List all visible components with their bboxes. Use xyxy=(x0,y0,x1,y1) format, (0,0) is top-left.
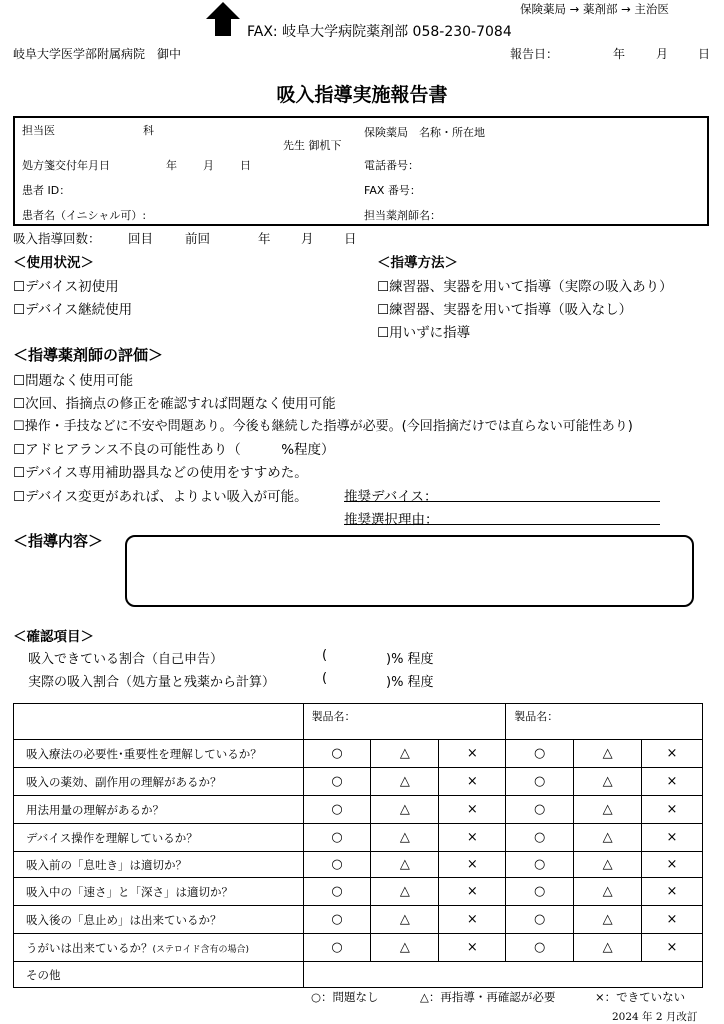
actual-label: 実際の吸入割合（処方量と残薬から計算） xyxy=(28,675,276,690)
rating-re[interactable]: △ xyxy=(574,934,642,962)
recommended-reason-label: 推奨選択理由： xyxy=(344,512,439,528)
dept-label: 科 xyxy=(143,124,154,137)
patient-id-label[interactable]: 患者 ID： xyxy=(22,184,71,197)
count-day: 日 xyxy=(344,231,357,246)
count-label[interactable]: 吸入指導回数： xyxy=(13,231,101,246)
other-field[interactable] xyxy=(303,962,702,988)
rating-ng[interactable]: × xyxy=(439,768,506,796)
route-text: 保険薬局 → 薬剤部 → 主治医 xyxy=(520,2,669,16)
rating-ng[interactable]: × xyxy=(439,824,506,852)
rating-ok[interactable]: ○ xyxy=(506,906,574,934)
rx-date-day: 日 xyxy=(240,159,251,172)
count-times: 回目 xyxy=(128,231,154,246)
rating-ok[interactable]: ○ xyxy=(303,824,371,852)
evaluation-item[interactable]: ☐問題なく使用可能 xyxy=(13,373,134,389)
usage-heading: ＜使用状況＞ xyxy=(13,255,94,271)
rating-ng[interactable]: × xyxy=(642,824,703,852)
rating-ok[interactable]: ○ xyxy=(303,934,371,962)
table-row xyxy=(14,962,703,988)
question: 吸入前の「息吐き」は適切か？ xyxy=(14,852,304,878)
report-date-day: 日 xyxy=(698,47,711,61)
method-item-no-inhale[interactable]: ☐練習器、実器を用いて指導（吸入なし） xyxy=(377,302,633,318)
rating-re[interactable]: △ xyxy=(371,768,439,796)
rating-ok[interactable]: ○ xyxy=(506,878,574,906)
rating-ok[interactable]: ○ xyxy=(303,852,371,878)
rating-re[interactable]: △ xyxy=(574,878,642,906)
rating-ng[interactable]: × xyxy=(642,740,703,768)
question-gargle xyxy=(14,934,304,962)
evaluation-item[interactable]: ☐アドヒアランス不良の可能性あり（ %程度） xyxy=(13,442,335,458)
rating-re[interactable]: △ xyxy=(574,796,642,824)
table-row xyxy=(14,768,703,796)
gargle-note: (ステロイド含有の場合) xyxy=(152,944,250,955)
rating-re[interactable]: △ xyxy=(574,768,642,796)
method-item-with-inhale[interactable]: ☐練習器、実器を用いて指導（実際の吸入あり） xyxy=(377,279,673,295)
rating-ok[interactable]: ○ xyxy=(506,768,574,796)
rating-re[interactable]: △ xyxy=(371,796,439,824)
table-row xyxy=(14,824,703,852)
rating-ng[interactable]: × xyxy=(642,852,703,878)
evaluation-item[interactable]: ☐デバイス専用補助器具などの使用をすすめた。 xyxy=(13,465,308,481)
rating-ng[interactable]: × xyxy=(439,796,506,824)
legend-re: △：再指導・再確認が必要 xyxy=(420,990,556,1004)
rating-re[interactable]: △ xyxy=(574,824,642,852)
table-row xyxy=(14,740,703,768)
evaluation-item[interactable]: ☐次回、指摘点の修正を確認すれば問題なく使用可能 xyxy=(13,396,336,412)
revision-date: 2024 年 2 月改訂 xyxy=(612,1011,698,1023)
rating-re[interactable]: △ xyxy=(574,852,642,878)
rx-date-label[interactable]: 処方箋交付年月日 xyxy=(22,159,110,172)
rating-ng[interactable]: × xyxy=(439,934,506,962)
doctor-label[interactable]: 担当医 xyxy=(22,124,55,137)
pharmacist-label[interactable]: 担当薬剤師名： xyxy=(364,209,441,222)
question: うがいは出来ているか？ xyxy=(26,940,153,955)
rating-ok[interactable]: ○ xyxy=(506,740,574,768)
report-date-month: 月 xyxy=(656,47,669,61)
method-heading: ＜指導方法＞ xyxy=(377,255,458,271)
rating-ok[interactable]: ○ xyxy=(506,934,574,962)
rx-date-month: 月 xyxy=(203,159,214,172)
rating-ok[interactable]: ○ xyxy=(303,796,371,824)
actual-open: ( xyxy=(322,671,328,686)
table-row xyxy=(14,906,703,934)
check-table xyxy=(13,703,703,988)
rating-re[interactable]: △ xyxy=(574,740,642,768)
legend-ng: ×：できていない xyxy=(595,990,686,1004)
recommended-device-line[interactable] xyxy=(344,501,660,502)
count-month: 月 xyxy=(301,231,314,246)
question: デバイス操作を理解しているか？ xyxy=(14,824,304,852)
rating-re[interactable]: △ xyxy=(574,906,642,934)
table-row xyxy=(14,878,703,906)
guidance-textbox[interactable] xyxy=(125,535,694,607)
rating-ng[interactable]: × xyxy=(642,796,703,824)
page-title: 吸入指導実施報告書 xyxy=(276,84,448,106)
evaluation-heading: ＜指導薬剤師の評価＞ xyxy=(13,346,164,364)
self-report-open: ( xyxy=(322,648,328,663)
other-label: その他 xyxy=(14,962,304,988)
rating-ok[interactable]: ○ xyxy=(506,824,574,852)
patient-name-label[interactable]: 患者名（イニシャル可）: xyxy=(22,209,147,222)
rating-ng[interactable]: × xyxy=(642,906,703,934)
pharmacy-label[interactable]: 保険薬局 名称・所在地 xyxy=(364,126,485,139)
rating-ng[interactable]: × xyxy=(439,852,506,878)
phone-label[interactable]: 電話番号： xyxy=(364,159,419,172)
upload-arrow-icon xyxy=(206,2,240,36)
recommended-device-label: 推奨デバイス： xyxy=(344,489,438,505)
confirm-heading: ＜確認項目＞ xyxy=(13,629,94,645)
recipient: 岐阜大学医学部附属病院 御中 xyxy=(13,47,182,61)
report-date-year: 年 xyxy=(613,47,626,61)
rating-ok[interactable]: ○ xyxy=(303,768,371,796)
rating-re[interactable]: △ xyxy=(371,906,439,934)
rating-re[interactable]: △ xyxy=(371,878,439,906)
rating-re[interactable]: △ xyxy=(371,740,439,768)
legend-ok: ○：問題なし xyxy=(311,990,379,1004)
rating-ng[interactable]: × xyxy=(439,740,506,768)
count-year: 年 xyxy=(258,231,271,246)
fax-label[interactable]: FAX 番号： xyxy=(364,184,421,197)
fax-number: FAX: 岐阜大学病院薬剤部 058-230-7084 xyxy=(247,24,512,40)
question: 吸入中の「速さ」と「深さ」は適切か？ xyxy=(14,878,304,906)
question: 吸入後の「息止め」は出来ているか？ xyxy=(14,906,304,934)
actual-close[interactable]: )% 程度 xyxy=(386,675,434,690)
rating-ok[interactable]: ○ xyxy=(506,852,574,878)
rating-ng[interactable]: × xyxy=(642,768,703,796)
self-report-label: 吸入できている割合（自己申告） xyxy=(28,652,224,667)
method-item-no-device[interactable]: ☐用いずに指導 xyxy=(377,325,471,341)
table-corner xyxy=(14,704,304,740)
guidance-heading: ＜指導内容＞ xyxy=(13,532,104,550)
usage-item-continue[interactable]: ☐デバイス継続使用 xyxy=(13,302,133,318)
rating-re[interactable]: △ xyxy=(371,824,439,852)
evaluation-item[interactable]: ☐操作・手技などに不安や問題あり。今後も継続した指導が必要。(今回指摘だけでは直らない可能性あり) xyxy=(13,419,633,434)
usage-item-first[interactable]: ☐デバイス初使用 xyxy=(13,279,119,295)
question: 用法用量の理解があるか？ xyxy=(14,796,304,824)
rating-ok[interactable]: ○ xyxy=(506,796,574,824)
rating-ok[interactable]: ○ xyxy=(303,906,371,934)
self-report-close[interactable]: )% 程度 xyxy=(386,652,434,667)
table-row xyxy=(14,796,703,824)
recommended-reason-line[interactable] xyxy=(344,524,660,525)
rating-ng[interactable]: × xyxy=(439,906,506,934)
rating-re[interactable]: △ xyxy=(371,852,439,878)
rating-ok[interactable]: ○ xyxy=(303,740,371,768)
evaluation-item[interactable]: ☐デバイス変更があれば、よりよい吸入が可能。 xyxy=(13,489,308,505)
rating-re[interactable]: △ xyxy=(371,934,439,962)
table-row xyxy=(14,934,703,962)
rating-ng[interactable]: × xyxy=(642,934,703,962)
question: 吸入療法の必要性･重要性を理解しているか？ xyxy=(14,740,304,768)
rating-ng[interactable]: × xyxy=(439,878,506,906)
product-name-1[interactable]: 製品名： xyxy=(303,704,506,740)
rating-ok[interactable]: ○ xyxy=(303,878,371,906)
rating-ng[interactable]: × xyxy=(642,878,703,906)
info-box xyxy=(13,116,709,226)
product-name-2[interactable]: 製品名： xyxy=(506,704,703,740)
table-row xyxy=(14,852,703,878)
question: 吸入の薬効、副作用の理解があるか？ xyxy=(14,768,304,796)
count-prev: 前回 xyxy=(185,231,211,246)
rx-date-year: 年 xyxy=(166,159,177,172)
report-date-label: 報告日： xyxy=(510,47,559,61)
dear-label: 先生 御机下 xyxy=(283,139,342,152)
